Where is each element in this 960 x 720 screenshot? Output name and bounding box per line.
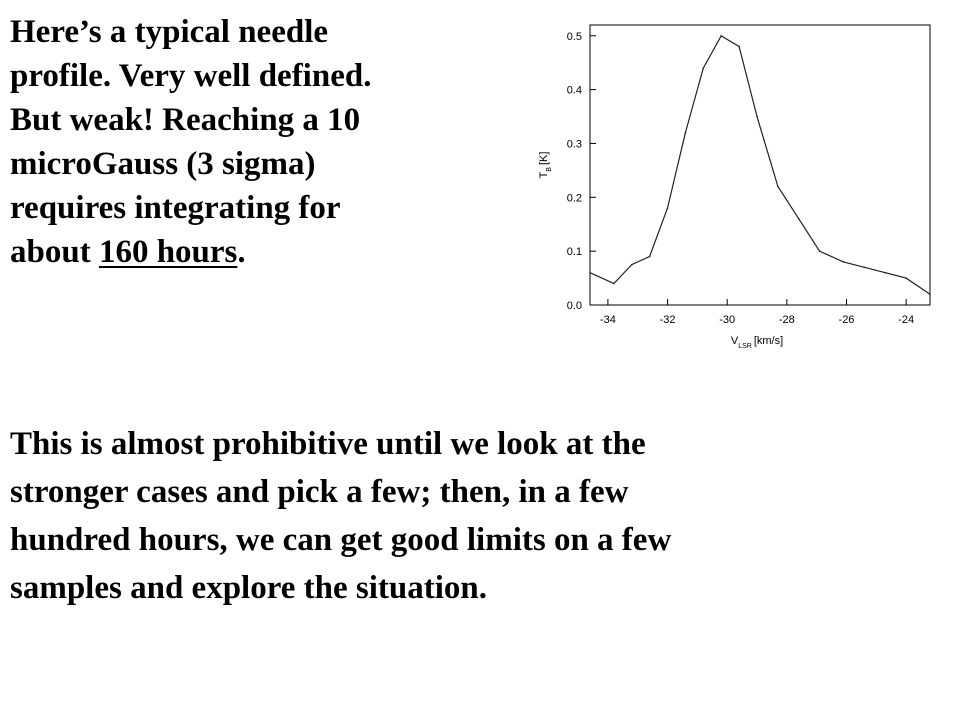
x-tick-label: -28 bbox=[778, 314, 795, 326]
needle-profile-chart bbox=[520, 10, 945, 355]
data-point bbox=[720, 35, 722, 37]
data-point bbox=[667, 207, 669, 209]
conclusion-line-3: hundred hours, we can get good limits on a few bbox=[10, 522, 672, 558]
conclusion-line-4: samples and explore the situation. bbox=[10, 570, 488, 606]
intro-line-4: microGauss (3 sigma) bbox=[10, 146, 316, 182]
data-point bbox=[798, 218, 800, 220]
data-point bbox=[777, 186, 779, 188]
x-tick-label: -34 bbox=[599, 314, 616, 326]
x-tick-label: -30 bbox=[719, 314, 736, 326]
data-point bbox=[631, 264, 633, 266]
y-axis-label: $T_B[K]$ bbox=[538, 151, 553, 179]
intro-paragraph bbox=[10, 10, 510, 274]
intro-line-5: requires integrating for bbox=[10, 190, 341, 226]
intro-line-6-suffix: . bbox=[237, 234, 246, 270]
hours-emphasis: 160 hours bbox=[98, 234, 238, 270]
series-points bbox=[589, 35, 931, 295]
intro-line-6-prefix: about bbox=[10, 234, 99, 270]
intro-line-6 bbox=[10, 230, 510, 274]
y-tick-label: 0.5 bbox=[566, 30, 582, 43]
x-tick-label: -32 bbox=[659, 314, 676, 326]
intro-line-3: But weak! Reaching a 10 bbox=[10, 102, 361, 138]
data-point bbox=[819, 250, 821, 252]
conclusion-line-2: stronger cases and pick a few; then, in a few bbox=[10, 474, 629, 510]
conclusion-paragraph bbox=[10, 420, 950, 612]
intro-line-1: Here’s a typical needle bbox=[10, 14, 329, 50]
x-tick-label: -24 bbox=[898, 314, 915, 326]
data-point bbox=[905, 277, 907, 279]
data-point bbox=[685, 132, 687, 134]
data-point bbox=[884, 272, 886, 274]
x-axis-label: $V_{LSR}$ [km/s] bbox=[730, 335, 784, 350]
y-tick-label: 0.0 bbox=[566, 300, 582, 312]
y-axis bbox=[567, 31, 596, 312]
data-point bbox=[864, 267, 866, 269]
data-point bbox=[929, 293, 931, 295]
data-point bbox=[649, 256, 651, 258]
series-line bbox=[590, 36, 930, 294]
y-tick-label: 0.2 bbox=[566, 192, 582, 205]
y-tick-label: 0.3 bbox=[566, 138, 582, 151]
conclusion-line-1: This is almost prohibitive until we look at the bbox=[10, 426, 646, 462]
plot-frame bbox=[590, 25, 930, 305]
x-tick-label: -26 bbox=[838, 314, 855, 326]
data-point bbox=[738, 46, 740, 48]
data-point bbox=[756, 116, 758, 118]
intro-line-2: profile. Very well defined. bbox=[10, 58, 372, 94]
data-point bbox=[843, 261, 845, 263]
data-point bbox=[589, 272, 591, 274]
y-tick-label: 0.1 bbox=[566, 246, 582, 259]
x-axis bbox=[600, 299, 914, 326]
data-point bbox=[613, 283, 615, 285]
data-point bbox=[703, 67, 705, 69]
y-tick-label: 0.4 bbox=[566, 84, 582, 97]
